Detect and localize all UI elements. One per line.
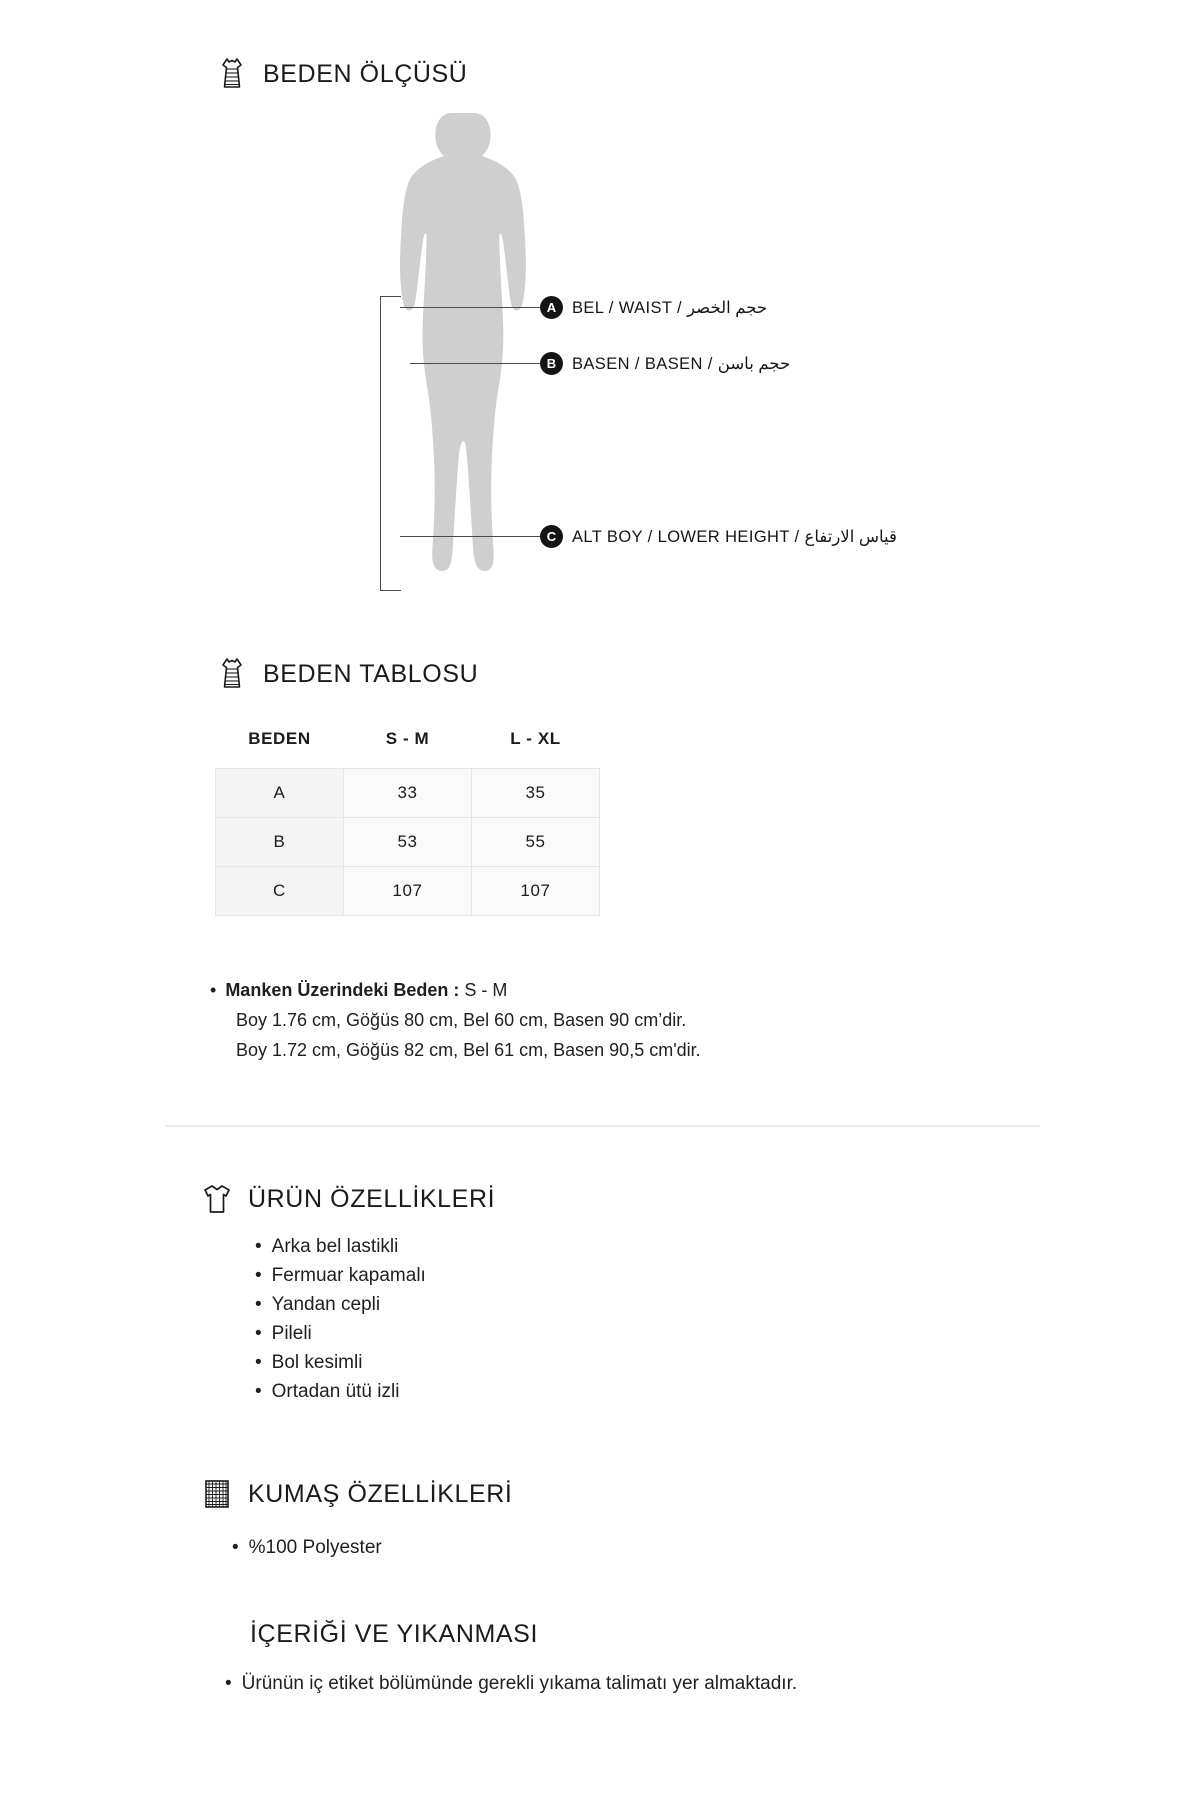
bullet-icon: •	[255, 1381, 262, 1402]
dress-icon	[215, 655, 249, 693]
measure-point-b	[540, 352, 790, 375]
bullet-icon: •	[255, 1294, 262, 1315]
bullet-icon: •	[225, 1673, 232, 1694]
measure-label-c: ALT BOY / LOWER HEIGHT / قياس الارتفاع	[572, 527, 897, 546]
size-table-body	[216, 769, 600, 916]
model-measure-line-1: Boy 1.76 cm, Göğüs 80 cm, Bel 60 cm, Basen 90 cm’dir.	[236, 1010, 687, 1030]
product-features-title: ÜRÜN ÖZELLİKLERİ	[248, 1184, 496, 1213]
washing-title: İÇERİĞİ VE YIKANMASI	[250, 1620, 539, 1648]
feature-text: Bol kesimli	[271, 1352, 363, 1373]
leader-line-c	[400, 536, 545, 537]
badge-b: B	[540, 352, 563, 375]
list-item	[255, 1290, 1100, 1319]
model-size-label: Manken Üzerindeki Beden :	[225, 980, 460, 1000]
fabric-feature-list	[232, 1533, 1100, 1562]
section-divider	[165, 1125, 1040, 1127]
fabric-features-section	[200, 1475, 1100, 1562]
model-size-note	[210, 975, 1070, 1065]
measurement-figure	[215, 111, 1095, 581]
cell-c-sm: 107	[344, 867, 472, 916]
product-features-heading	[200, 1180, 1100, 1218]
feature-text: Yandan cepli	[271, 1294, 381, 1315]
col-header-lxl: L - XL	[510, 729, 561, 748]
feature-text: Ortadan ütü izli	[271, 1381, 400, 1402]
feature-text: Fermuar kapamalı	[271, 1265, 426, 1286]
product-features-section	[200, 1180, 1100, 1406]
model-size-value: S - M	[464, 980, 508, 1000]
size-measure-section	[215, 55, 1115, 581]
table-row	[216, 769, 600, 818]
dress-icon	[215, 55, 249, 93]
fabric-text: %100 Polyester	[248, 1537, 382, 1558]
model-size-row	[210, 975, 1070, 1005]
list-item	[255, 1261, 1100, 1290]
table-row	[216, 867, 600, 916]
size-table-title: BEDEN TABLOSU	[263, 659, 479, 688]
cell-a-sm: 33	[344, 769, 472, 818]
leader-line-a	[400, 307, 545, 308]
col-header-beden: BEDEN	[248, 729, 311, 748]
row-key-c: C	[216, 867, 344, 916]
cell-a-lxl: 35	[472, 769, 600, 818]
fabric-features-title: KUMAŞ ÖZELLİKLERİ	[248, 1479, 513, 1508]
list-item	[255, 1348, 1100, 1377]
bullet-icon: •	[232, 1537, 239, 1558]
bullet-icon: •	[255, 1236, 262, 1257]
washing-section	[225, 1620, 1110, 1698]
list-item	[255, 1232, 1100, 1261]
feature-text: Arka bel lastikli	[271, 1236, 399, 1257]
cell-b-lxl: 55	[472, 818, 600, 867]
list-item	[225, 1669, 865, 1698]
fabric-features-heading	[200, 1475, 1100, 1513]
leader-line-b	[410, 363, 545, 364]
badge-a: A	[540, 296, 563, 319]
row-key-a: A	[216, 769, 344, 818]
cell-c-lxl: 107	[472, 867, 600, 916]
measure-point-c	[540, 525, 897, 548]
size-table-heading	[215, 655, 1115, 693]
row-key-b: B	[216, 818, 344, 867]
model-size-text	[225, 975, 507, 1005]
table-row	[216, 818, 600, 867]
tshirt-icon	[200, 1180, 234, 1218]
size-measure-heading	[215, 55, 1115, 93]
product-feature-list	[255, 1232, 1100, 1406]
measure-label-b: BASEN / BASEN / حجم باسن	[572, 354, 791, 373]
col-header-sm: S - M	[385, 729, 430, 748]
bullet-icon: •	[255, 1352, 262, 1373]
list-item	[255, 1319, 1100, 1348]
fabric-swatch-icon	[200, 1475, 234, 1513]
size-table-head	[216, 715, 600, 769]
feature-text: Pileli	[271, 1323, 312, 1344]
table-header-row	[216, 715, 600, 769]
size-measure-title: BEDEN ÖLÇÜSÜ	[263, 59, 468, 88]
measure-label-a: BEL / WAIST / حجم الخصر	[572, 298, 768, 317]
washing-text: Ürünün iç etiket bölümünde gerekli yıkama talimatı yer almaktadır.	[241, 1673, 798, 1694]
washing-list	[225, 1669, 1110, 1698]
size-table	[215, 715, 600, 916]
list-item	[255, 1377, 1100, 1406]
height-bracket	[380, 296, 401, 591]
model-measure-line-2: Boy 1.72 cm, Göğüs 82 cm, Bel 61 cm, Basen 90,5 cm'dir.	[236, 1040, 701, 1060]
cell-b-sm: 53	[344, 818, 472, 867]
bullet-icon: •	[255, 1265, 262, 1286]
bullet-icon: •	[210, 980, 217, 1000]
badge-c: C	[540, 525, 563, 548]
list-item	[232, 1533, 1100, 1562]
size-table-section	[215, 655, 1115, 916]
measure-point-a	[540, 296, 767, 319]
bullet-icon: •	[255, 1323, 262, 1344]
mannequin-silhouette	[400, 111, 550, 581]
